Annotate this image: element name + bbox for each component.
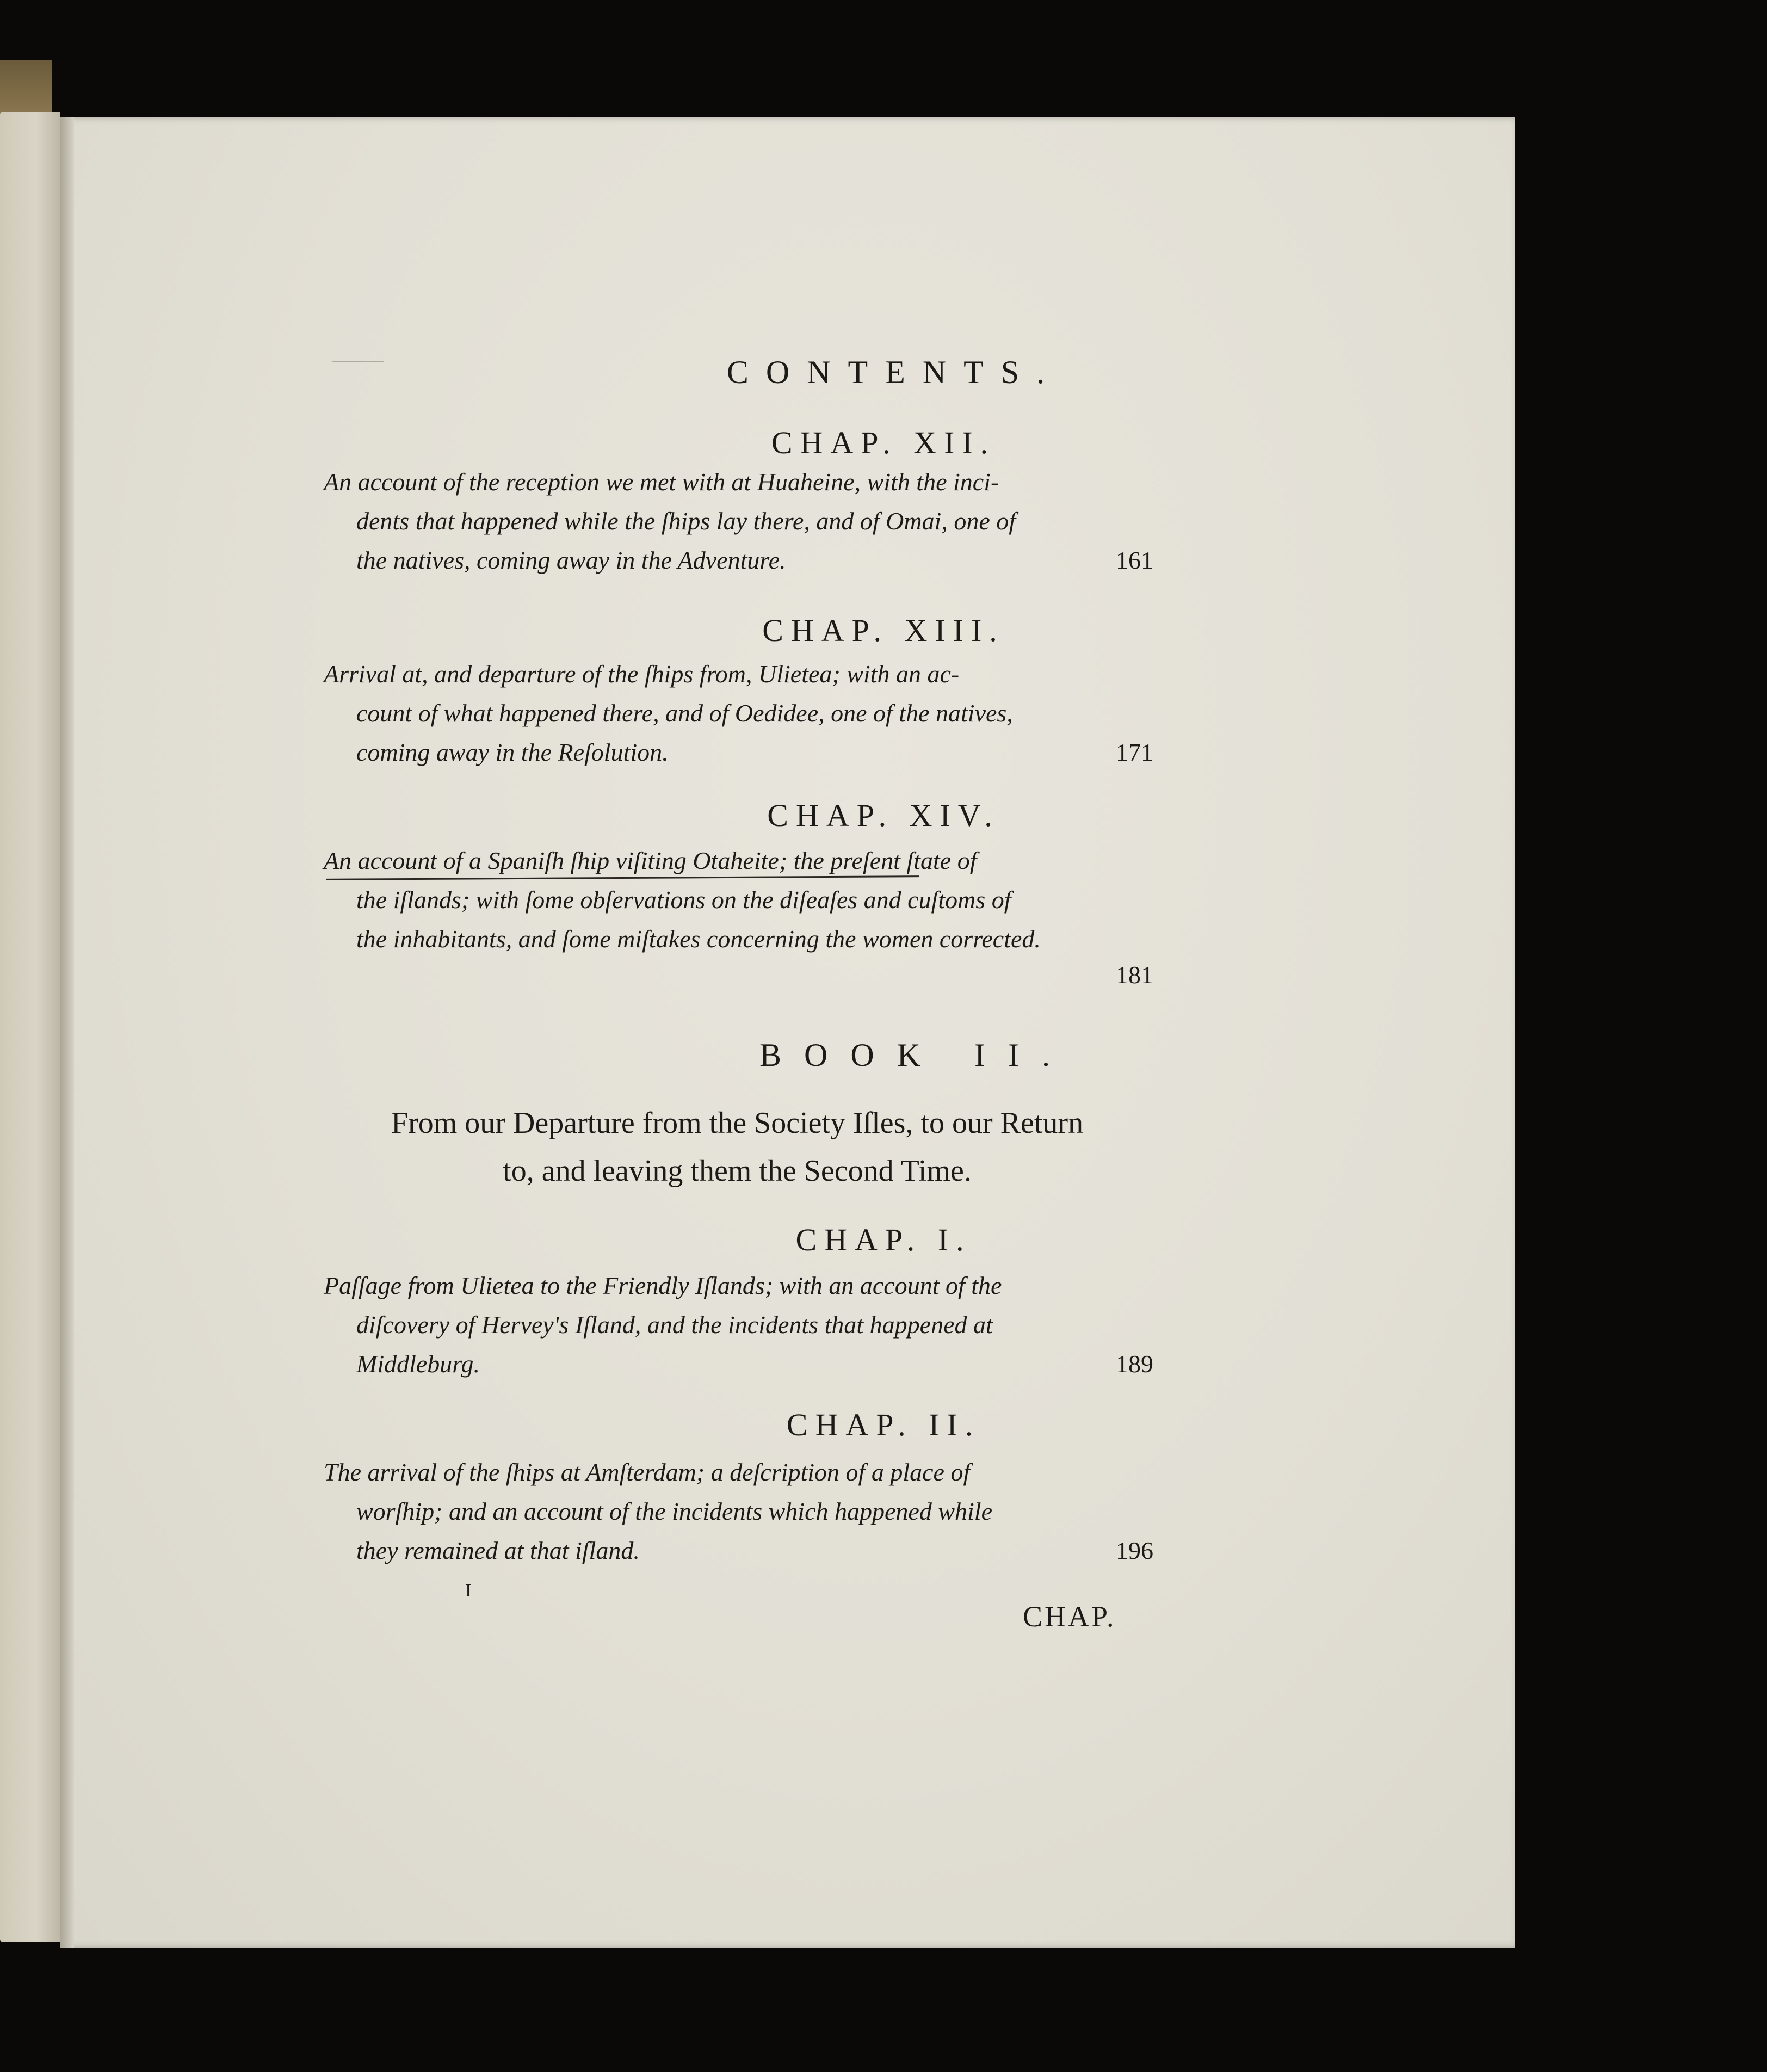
page-gutter <box>60 117 74 1948</box>
book-subtitle <box>321 1099 1153 1195</box>
entry-line: the natives, coming away in the Adventure. <box>356 546 786 574</box>
entry-last-line <box>324 541 1153 580</box>
page-number: 181 <box>1116 961 1153 989</box>
chapter-heading: CHAP. XIV. <box>767 798 1000 833</box>
entry-line: Arrival at, and departure of the ſhips from, Ulietea; with an ac- <box>324 660 960 688</box>
chapter-entry <box>324 841 1153 959</box>
contents-heading: CONTENTS. <box>726 354 1062 390</box>
entry-last-line <box>324 733 1153 772</box>
chapter-heading: CHAP. XII. <box>771 425 996 460</box>
entry-line: Paſſage from Ulietea to the Friendly Iſlands; with an account of the <box>324 1272 1002 1299</box>
entry-last-line <box>324 1345 1153 1384</box>
book-subtitle-line: to, and leaving them the Second Time. <box>503 1154 972 1188</box>
page-number: 171 <box>1116 738 1153 766</box>
chapter-heading: CHAP. I. <box>795 1222 972 1257</box>
entry-line: they remained at that iſland. <box>356 1537 640 1564</box>
entry-line: the inhabitants, and ſome miſtakes concerning the women corrected. <box>356 925 1041 953</box>
entry-line: An account of the reception we met with at Huaheine, with the inci- <box>324 468 999 496</box>
chapter-entry <box>324 1266 1153 1384</box>
entry-line: diſcovery of Hervey's Iſland, and the incidents that happened at <box>356 1311 993 1339</box>
chapter-entry <box>324 655 1153 772</box>
entry-line: count of what happened there, and of Oedidee, one of the natives, <box>356 699 1013 727</box>
book-page <box>60 117 1515 1948</box>
chapter-entry <box>324 1453 1153 1570</box>
page-number: 161 <box>1116 546 1153 574</box>
entry-line: the iſlands; with ſome obſervations on the diſeaſes and cuſtoms of <box>356 886 1011 914</box>
page-number: 189 <box>1116 1350 1153 1378</box>
entry-last-line <box>324 1531 1153 1570</box>
chapter-heading: CHAP. XIII. <box>762 613 1005 648</box>
book-spine <box>0 60 52 114</box>
book-subtitle-line: From our Departure from the Society Iſles, to our Return <box>391 1106 1084 1140</box>
chapter-entry <box>324 462 1153 580</box>
entry-line: An account of a Spaniſh ſhip viſiting Otaheite; the preſent ſtate of <box>324 847 977 874</box>
signature-mark: I <box>465 1581 472 1601</box>
entry-line: The arrival of the ſhips at Amſterdam; a deſcription of a place of <box>324 1458 971 1486</box>
book-heading: BOOK II. <box>759 1037 1073 1073</box>
chapter-heading: CHAP. II. <box>786 1407 981 1442</box>
entry-line: worſhip; and an account of the incidents which happened while <box>356 1497 993 1525</box>
entry-line: Middleburg. <box>356 1350 480 1378</box>
entry-line: coming away in the Reſolution. <box>356 738 669 766</box>
catchword: CHAP. <box>1023 1600 1116 1633</box>
page-number: 196 <box>1116 1537 1153 1564</box>
entry-line: dents that happened while the ſhips lay there, and of Omai, one of <box>356 507 1016 535</box>
